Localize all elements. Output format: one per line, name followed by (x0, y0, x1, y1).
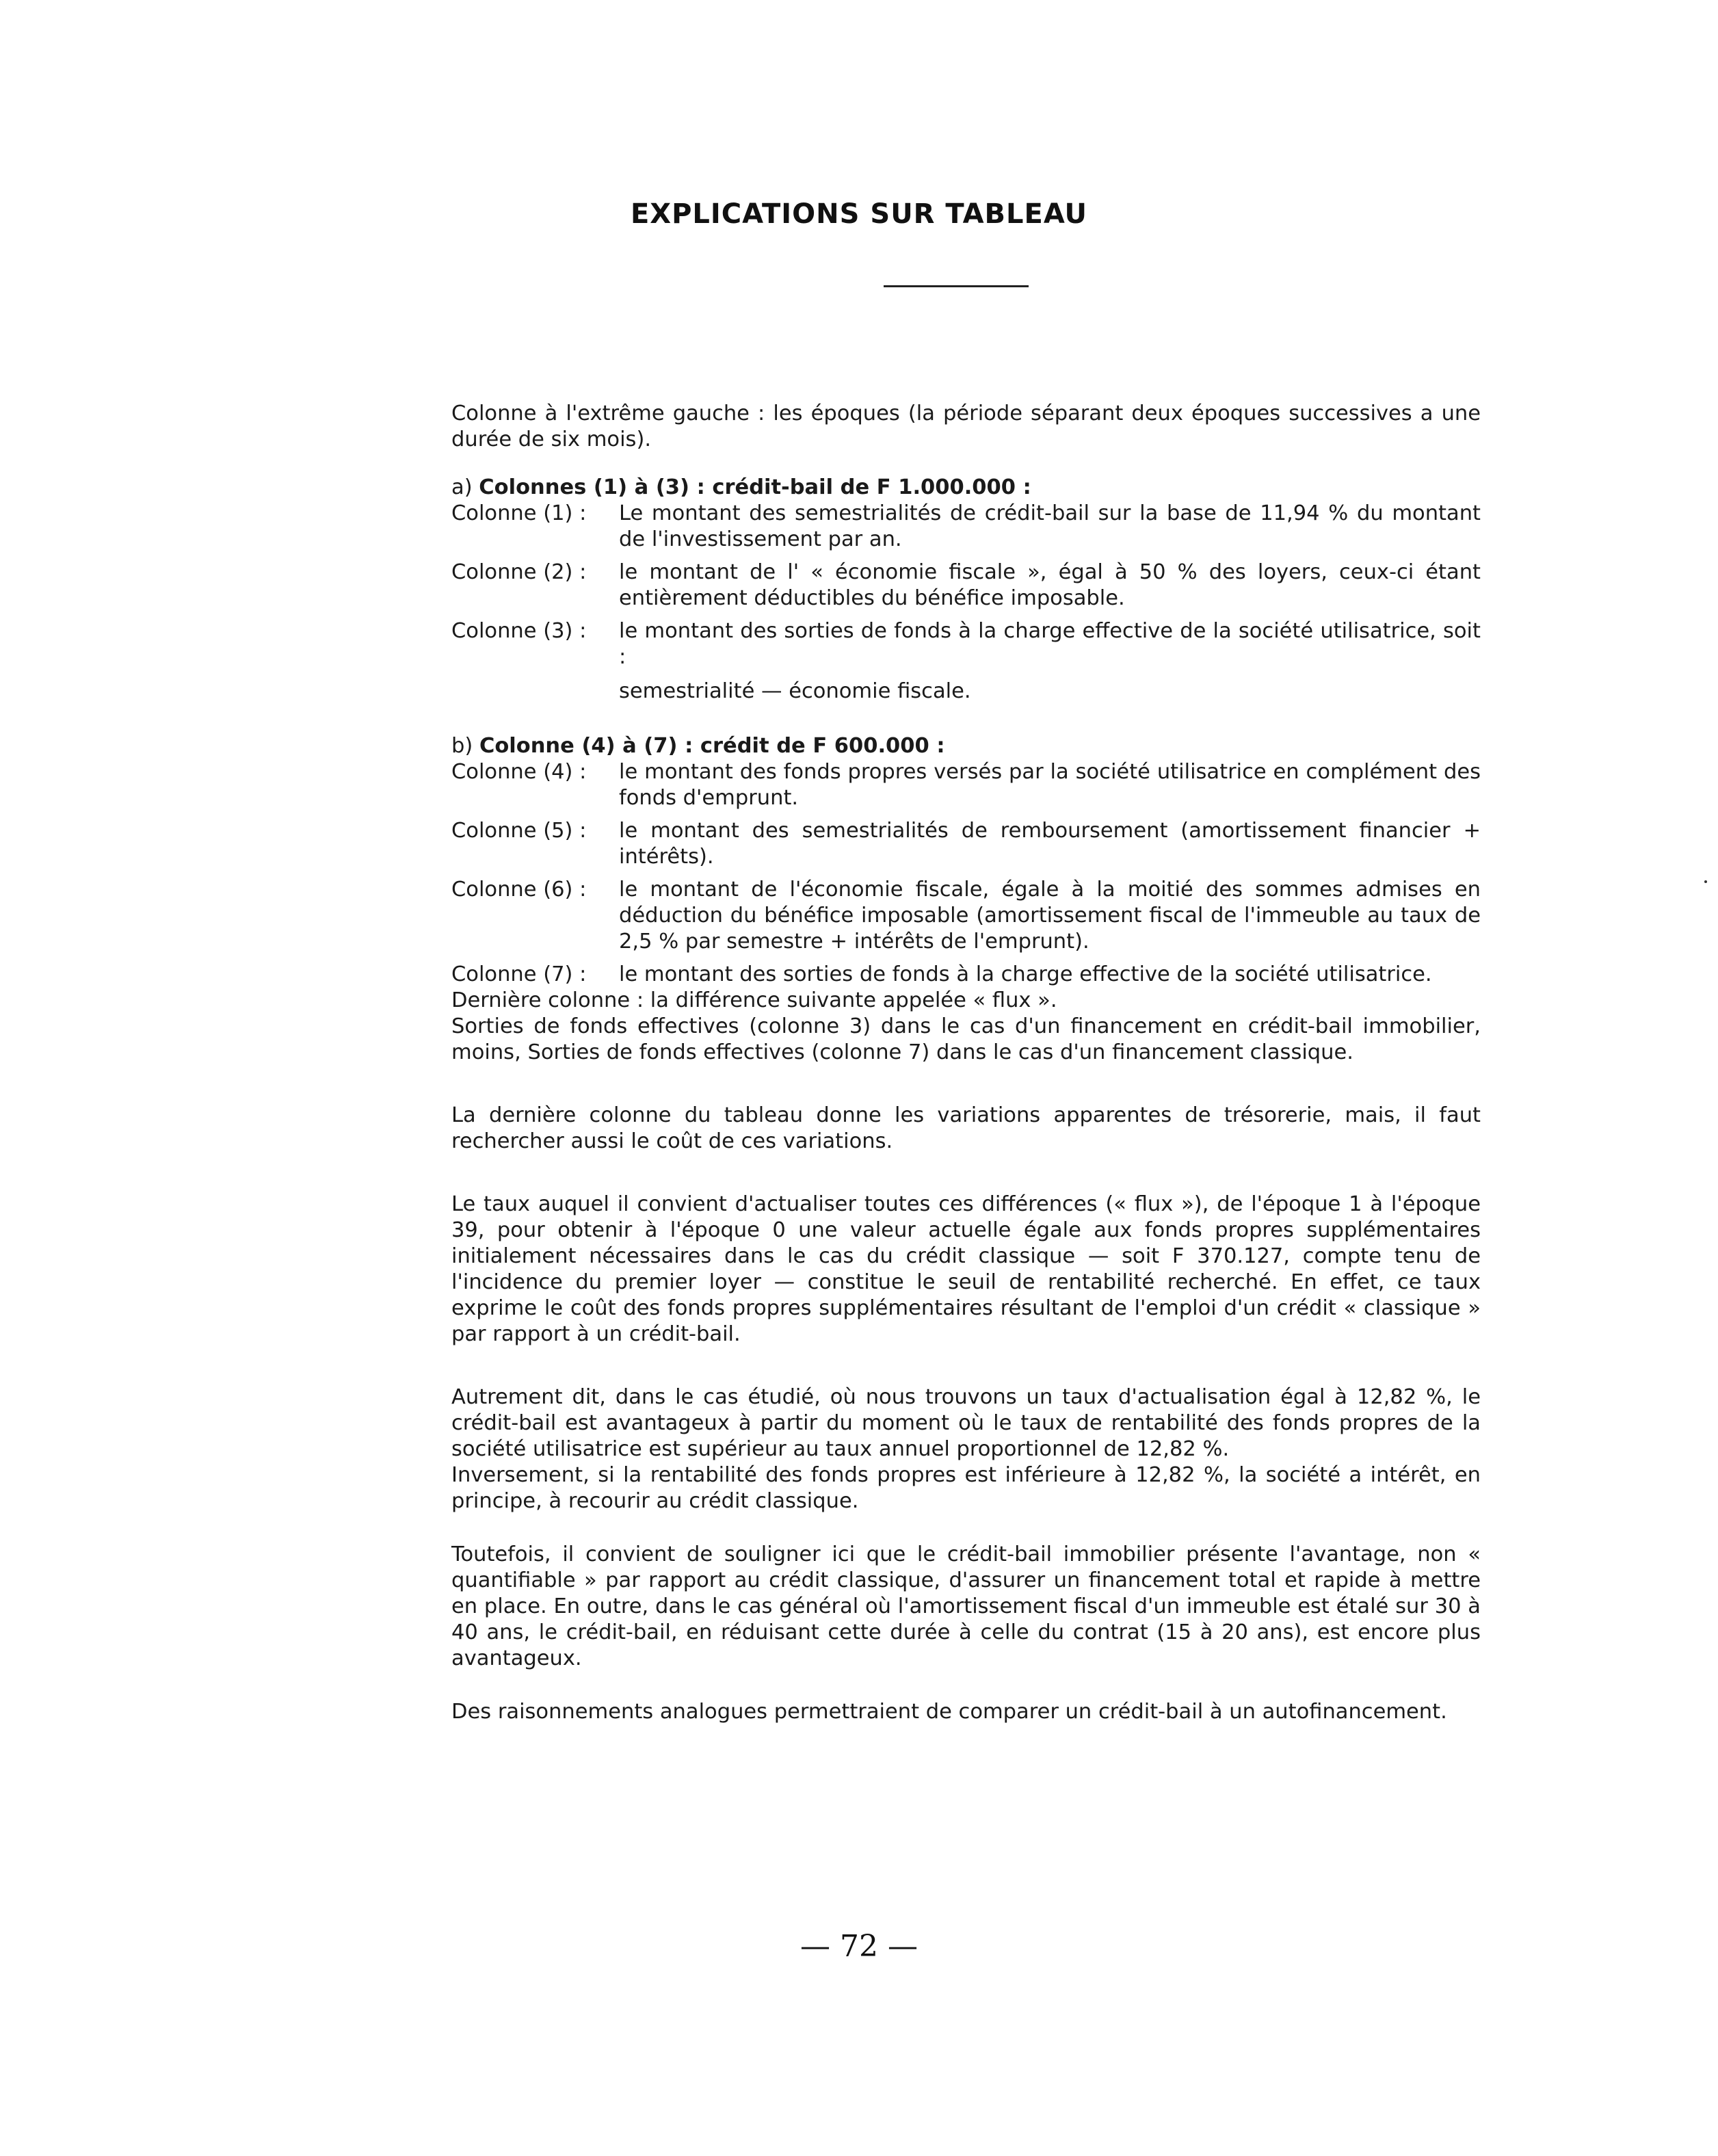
intro-paragraph: Colonne à l'extrême gauche : les époques (la période séparant deux époques successives a une durée de six mois). (451, 402, 1481, 451)
paragraph-discount-rate: Le taux auquel il convient d'actualiser toutes ces différences (« flux »), de l'époque 1 à l'époque 39, pour obtenir à l'époque 0 une valeur actuelle égale aux fonds propres supplémentaires initialement nécessaires dans le cas du crédit classique — soit F 370.127, compte tenu de l'incidence du premier loyer — constitue le seuil de rentabilité recherché. En effet, ce taux exprime le coût des fonds propres supplémentaires résultant de l'emploi d'un crédit « classique » par rapport à un crédit-bail. (451, 1192, 1481, 1346)
section-a-title: Colonnes (1) à (3) : crédit-bail de F 1.000.000 : (479, 475, 1031, 499)
column-3-body (619, 618, 1481, 705)
column-7-row (451, 962, 1481, 988)
last-column-definition: Dernière colonne : la différence suivante appelée « flux ». (451, 988, 1057, 1012)
document-body (451, 401, 1481, 1725)
column-1-label: Colonne (1) : (451, 501, 587, 525)
column-5-label: Colonne (5) : (451, 819, 587, 843)
page-title: EXPLICATIONS SUR TABLEAU (630, 198, 1088, 230)
section-b-title: Colonne (4) à (7) : crédit de F 600.000 : (479, 734, 945, 758)
column-2-label: Colonne (2) : (451, 560, 587, 584)
column-6-text: le montant de l'économie fiscale, égale à la moitié des sommes admises en déduction du bénéfice imposable (amortissement fiscal de l'immeuble au taux de 2,5 % par semestre + intérêts de l'emprunt). (619, 878, 1481, 954)
column-5-text: le montant des semestrialités de remboursement (amortissement financier + intérêts). (619, 819, 1481, 869)
column-4-row (451, 759, 1481, 811)
scan-speck (1704, 880, 1707, 883)
column-3-label: Colonne (3) : (451, 619, 587, 643)
paragraph-inversely: Inversement, si la rentabilité des fonds propres est inférieure à 12,82 %, la société a intérêt, en principe, à recourir au crédit classique. (451, 1463, 1481, 1513)
section-a-heading (451, 475, 1481, 501)
column-3-formula: semestrialité — économie fiscale. (619, 679, 971, 703)
column-4-label: Colonne (4) : (451, 760, 587, 784)
section-a-letter: a) (451, 475, 473, 499)
section-b-heading (451, 733, 1481, 759)
column-3-text: le montant des sorties de fonds à la charge effective de la société utilisatrice, soit : (619, 619, 1481, 669)
title-underline-rule (884, 285, 1029, 287)
page-number: — 72 — (800, 1929, 918, 1964)
column-2-row (451, 560, 1481, 612)
paragraph-conclusion: Autrement dit, dans le cas étudié, où nous trouvons un taux d'actualisation égal à 12,82 %, le crédit-bail est avantageux à partir du moment où le taux de rentabilité des fonds propres de la société utilisatrice est supérieur au taux annuel proportionnel de 12,82 %. (451, 1385, 1481, 1461)
column-6-label: Colonne (6) : (451, 878, 587, 902)
column-3-row (451, 618, 1481, 705)
column-7-label: Colonne (7) : (451, 962, 587, 986)
paragraph-advantages: Toutefois, il convient de souligner ici que le crédit-bail immobilier présente l'avantage, non « quantifiable » par rapport au crédit classique, d'assurer un financement total et rapide à mettre en place. En outre, dans le cas général où l'amortissement fiscal d'un immeuble est étalé sur 30 à 40 ans, le crédit-bail, en réduisant cette durée à celle du contrat (15 à 20 ans), est encore plus avantageux. (451, 1542, 1481, 1670)
column-4-text: le montant des fonds propres versés par la société utilisatrice en complément des fonds d'emprunt. (619, 760, 1481, 810)
paragraph-treasury-variations: La dernière colonne du tableau donne les variations apparentes de trésorerie, mais, il faut rechercher aussi le coût de ces variations. (451, 1103, 1481, 1153)
column-2-text: le montant de l' « économie fiscale », égal à 50 % des loyers, ceux-ci étant entièrement déductibles du bénéfice imposable. (619, 560, 1481, 610)
flux-definition: Sorties de fonds effectives (colonne 3) dans le cas d'un financement en crédit-bail immobilier, moins, Sorties de fonds effectives (colonne 7) dans le cas d'un financement classique. (451, 1014, 1481, 1064)
section-b-letter: b) (451, 734, 473, 758)
column-6-row (451, 877, 1481, 955)
column-1-text: Le montant des semestrialités de crédit-bail sur la base de 11,94 % du montant de l'investissement par an. (619, 501, 1481, 551)
paragraph-autofinancing: Des raisonnements analogues permettraient de comparer un crédit-bail à un autofinancement. (451, 1700, 1447, 1724)
column-5-row (451, 818, 1481, 870)
column-1-row (451, 501, 1481, 553)
column-7-text: le montant des sorties de fonds à la charge effective de la société utilisatrice. (619, 962, 1432, 986)
